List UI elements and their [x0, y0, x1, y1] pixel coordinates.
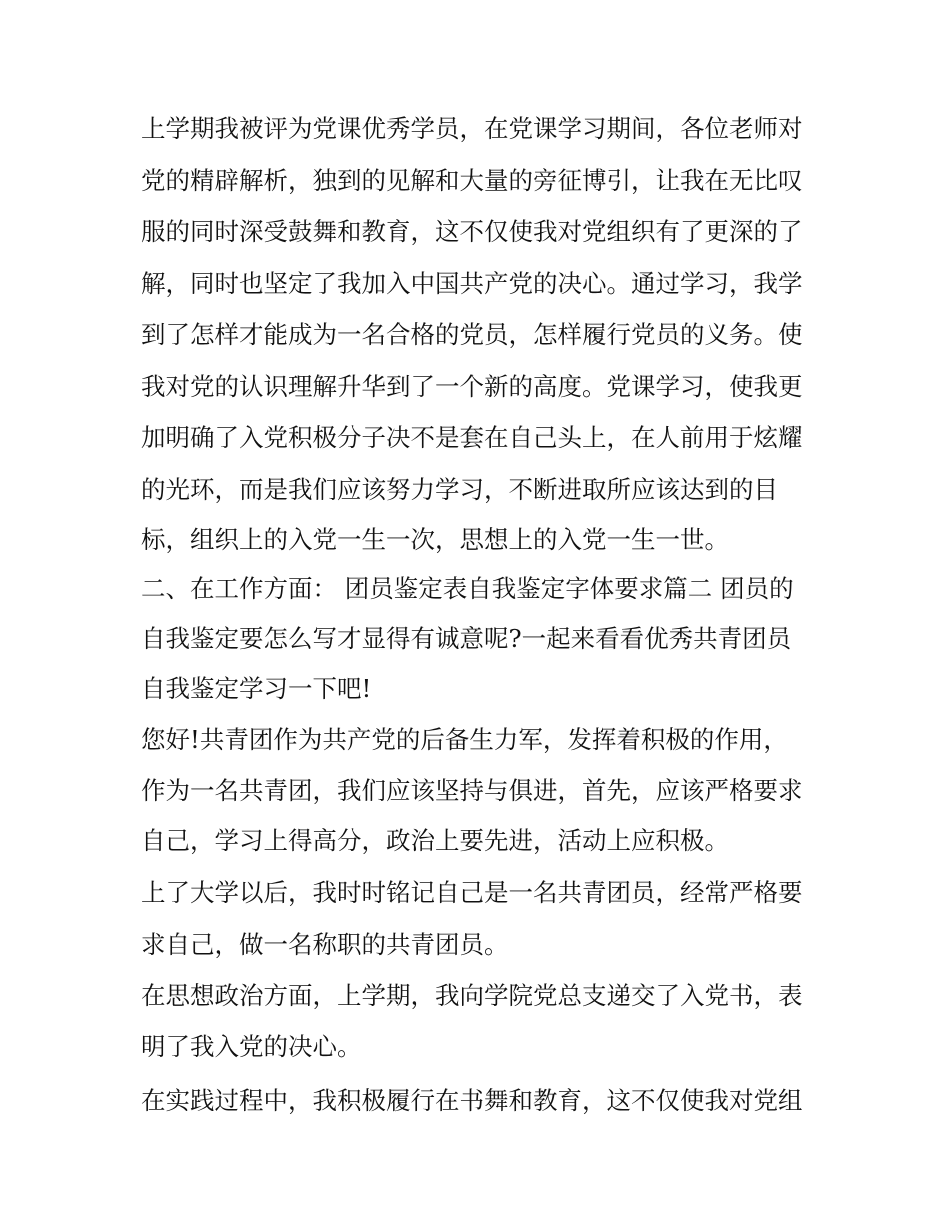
text-line: 在思想政治方面，上学期，我向学院党总支递交了入党书，表	[141, 981, 803, 1010]
text-line: 自我鉴定学习一下吧!	[141, 674, 372, 703]
text-line: 自己，学习上得高分，政治上要先进，活动上应积极。	[141, 826, 729, 855]
text-line: 到了怎样才能成为一名合格的党员，怎样履行党员的义务。使	[141, 320, 803, 349]
text-line: 作为一名共青团，我们应该坚持与俱进，首先，应该严格要求	[141, 776, 803, 805]
text-line: 上了大学以后，我时时铭记自己是一名共青团员，经常严格要	[141, 878, 803, 907]
text-line: 明了我入党的决心。	[141, 1032, 362, 1061]
text-line: 服的同时深受鼓舞和教育，这不仅使我对党组织有了更深的了	[141, 217, 803, 246]
text-line: 自我鉴定要怎么写才显得有诚意呢?一起来看看优秀共青团员	[141, 624, 792, 653]
text-line: 加明确了入党积极分子决不是套在自己头上，在人前用于炫耀	[141, 423, 803, 452]
text-line: 的光环，而是我们应该努力学习，不断进取所应该达到的目	[141, 475, 778, 504]
text-line: 求自己，做一名称职的共青团员。	[141, 930, 509, 959]
text-line: 党的精辟解析，独到的见解和大量的旁征博引，让我在无比叹	[141, 166, 803, 195]
text-line: 在实践过程中，我积极履行在书舞和教育，这不仅使我对党组	[141, 1086, 803, 1115]
text-line: 解，同时也坚定了我加入中国共产党的决心。通过学习，我学	[141, 269, 803, 298]
text-line: 二、在工作方面： 团员鉴定表自我鉴定字体要求篇二 团员的	[141, 574, 794, 603]
text-line: 您好!共青团作为共产党的后备生力军，发挥着积极的作用，	[141, 725, 788, 754]
text-line: 我对党的认识理解升华到了一个新的高度。党课学习，使我更	[141, 372, 803, 401]
text-line: 上学期我被评为党课优秀学员，在党课学习期间，各位老师对	[141, 114, 803, 143]
text-line: 标，组织上的入党一生一次，思想上的入党一生一世。	[141, 525, 729, 554]
